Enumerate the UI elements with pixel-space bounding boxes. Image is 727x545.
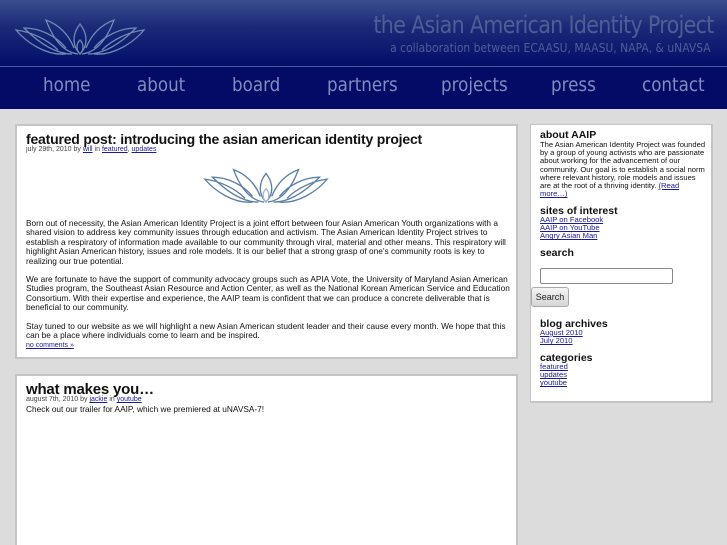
lotus-image-icon <box>201 158 331 206</box>
nav-projects[interactable]: projects <box>441 74 508 96</box>
archive-link-july-2010[interactable]: July 2010 <box>540 336 573 346</box>
lotus-logo-icon[interactable] <box>12 10 148 56</box>
nav-home[interactable]: home <box>43 74 91 96</box>
category-youtube[interactable]: youtube <box>540 378 568 388</box>
post-meta: august 7th, 2010 by jackie in youtube <box>26 396 142 403</box>
post-author-link[interactable]: will <box>82 146 93 153</box>
post-body <box>26 219 511 349</box>
categories-heading: categories <box>540 352 593 364</box>
post-paragraph: Stay tuned to our website as we will highlight a new Asian American student leader and their cause every month. We hope that this can be a place where individuals come to learn and be inspired. <box>26 320 506 341</box>
category-featured[interactable]: featured <box>540 362 568 371</box>
search-heading: search <box>540 247 574 259</box>
nav-partners[interactable]: partners <box>327 74 398 96</box>
nav-about[interactable]: about <box>137 74 186 96</box>
nav-contact[interactable]: contact <box>642 74 705 96</box>
archives-heading: blog archives <box>540 318 608 330</box>
nav-board[interactable]: board <box>232 74 281 96</box>
post-title[interactable]: featured post: introducing the asian american identity project <box>26 131 422 147</box>
sites-heading: sites of interest <box>540 205 618 217</box>
post-paragraph: Check out our trailer for AAIP, which we premiered at uNAVSA-7! <box>26 404 265 414</box>
about-text: The Asian American Identity Project was founded by a group of young activists who are passionate about working for the advancement of our community. Our goal is to establish a social norm where relevant history, role models and issues are at the root of a thriving identity. (Read more…) <box>540 140 706 199</box>
categories-list <box>540 363 568 388</box>
read-more-link[interactable]: (Read more…) <box>540 181 680 199</box>
post-paragraph: Born out of necessity, the Asian American Identity Project is a joint effort between four Asian American Youth organizations with a shared vision to address key community issues through education and activism. The Asian American Identity Project strives to establish a respiratory of information made available to our community through viral, material and other means. This respiratory will highlight Asian American history, issues and role models. It is our belief that a strong grasp of one’s community roots is key to realizing our true potential. <box>26 218 506 266</box>
post-paragraph: We are fortunate to have the support of community advocacy groups such as APIA Vote, the University of Maryland Asian American Studies program, the Southeast Asian Resource and Action Center, as well as the National Korean American Service and Education Consortium. With their expertise and experience, the AAIP team is confident that we can produce a concrete deliverable that is beneficial to our community. <box>26 274 510 313</box>
link-aaip-facebook[interactable]: AAIP on Facebook <box>540 215 604 224</box>
category-link-youtube[interactable]: youtube <box>116 396 142 403</box>
link-angry-asian-man[interactable]: Angry Asian Man <box>540 231 598 241</box>
post-title[interactable]: what makes you… <box>26 381 154 398</box>
post-body <box>26 405 511 423</box>
search-button[interactable]: Search <box>531 287 569 307</box>
site-title: the Asian American Identity Project <box>373 11 714 39</box>
category-link-updates[interactable]: updates <box>131 146 157 153</box>
site-subtitle: a collaboration between ECAASU, MAASU, NAPA, & uNAVSA <box>390 40 711 55</box>
category-updates[interactable]: updates <box>540 370 568 380</box>
nav-press[interactable]: press <box>551 74 596 96</box>
post-date: august 7th, 2010 <box>26 396 79 403</box>
archive-link-august-2010[interactable]: August 2010 <box>540 328 583 337</box>
featured-post <box>15 124 518 359</box>
search-input[interactable] <box>540 268 673 284</box>
site-header <box>0 0 727 66</box>
main-nav <box>0 66 727 109</box>
post-date: july 29th, 2010 <box>26 146 72 153</box>
comments-link[interactable]: no comments » <box>26 342 74 349</box>
category-link-featured[interactable]: featured <box>101 146 128 153</box>
sites-list <box>540 216 603 241</box>
about-heading: about AAIP <box>540 129 597 141</box>
link-aaip-youtube[interactable]: AAIP on YouTube <box>540 223 600 233</box>
post-what-makes-you <box>15 374 518 545</box>
post-author-link[interactable]: jackie <box>89 396 108 403</box>
archives-list <box>540 329 583 345</box>
sidebar <box>530 124 713 403</box>
post-meta: july 29th, 2010 by will in featured, updates <box>26 146 157 153</box>
